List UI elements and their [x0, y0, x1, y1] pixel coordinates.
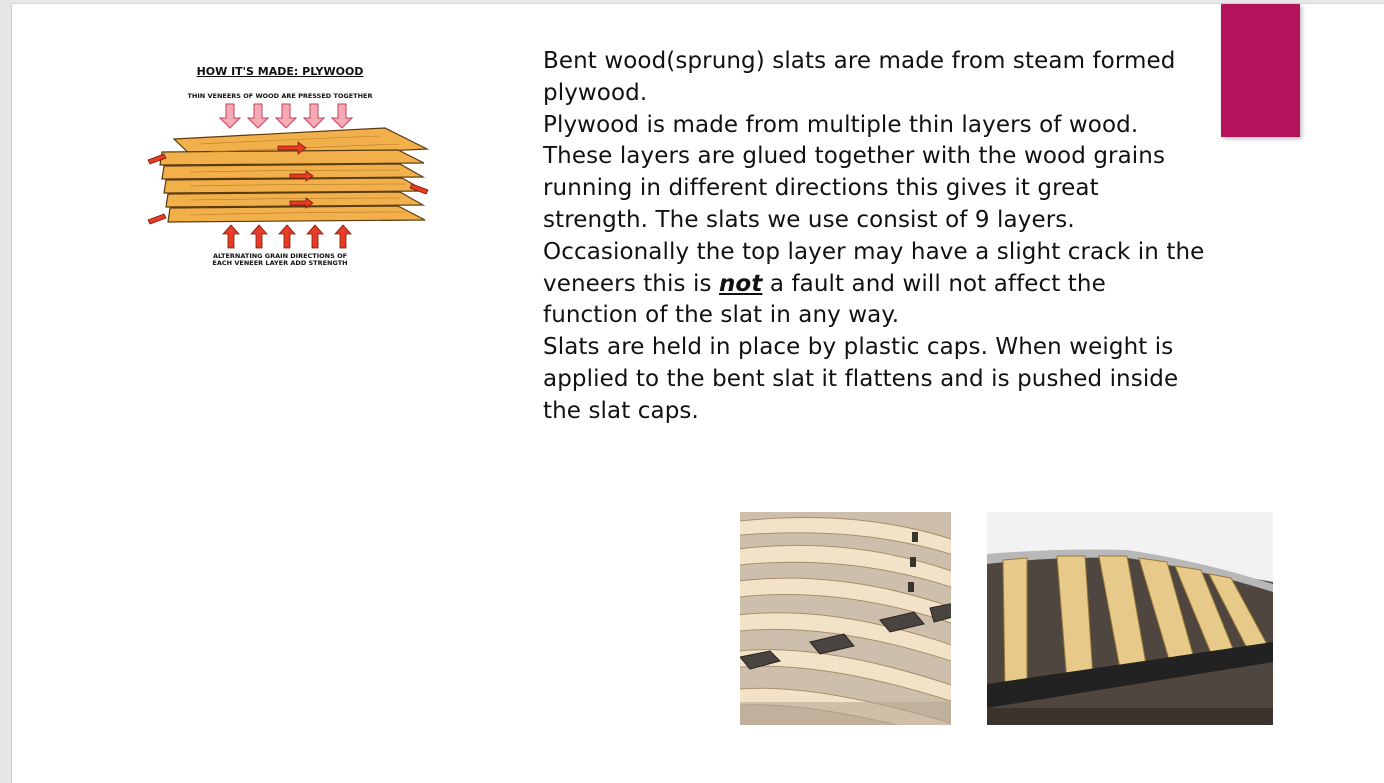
diagram-title: HOW IT'S MADE: PLYWOOD	[196, 65, 364, 78]
slide-canvas	[12, 4, 1384, 783]
paragraph-plywood-text: Plywood is made from multiple thin layers of wood. These layers are glued together with the wood grains running in different directions this gives it great strength. The slats we use consist of 9 layers. Occasionally the top layer may have a slight crack in the veneers this is	[543, 111, 1205, 297]
emphasis-not: not	[718, 270, 763, 297]
accent-bar	[1221, 4, 1300, 137]
paragraph-slat-caps: Slats are held in place by plastic caps. When weight is applied to the bent slat it flattens and is pushed inside the slat caps.	[543, 334, 1179, 424]
diagram-caption-line-1: ALTERNATING GRAIN DIRECTIONS OF	[212, 252, 348, 260]
plywood-diagram	[130, 60, 430, 280]
plywood-layers-illustration	[130, 60, 430, 280]
diagram-caption-line-2: EACH VENEER LAYER ADD STRENGTH	[212, 259, 348, 267]
paragraph-bent-wood: Bent wood(sprung) slats are made from steam formed plywood.	[543, 48, 1176, 106]
diagram-caption	[130, 253, 430, 267]
slide-body-text	[543, 46, 1208, 428]
mattress-slats-photo	[987, 512, 1273, 725]
slat-caps-photo	[740, 512, 951, 725]
diagram-subtitle: THIN VENEERS OF WOOD ARE PRESSED TOGETHER	[187, 92, 373, 100]
paragraph-plywood-rest: a fault and will not affect the function of the slat in any way.	[543, 270, 1106, 329]
paragraph-plywood	[543, 110, 1208, 333]
